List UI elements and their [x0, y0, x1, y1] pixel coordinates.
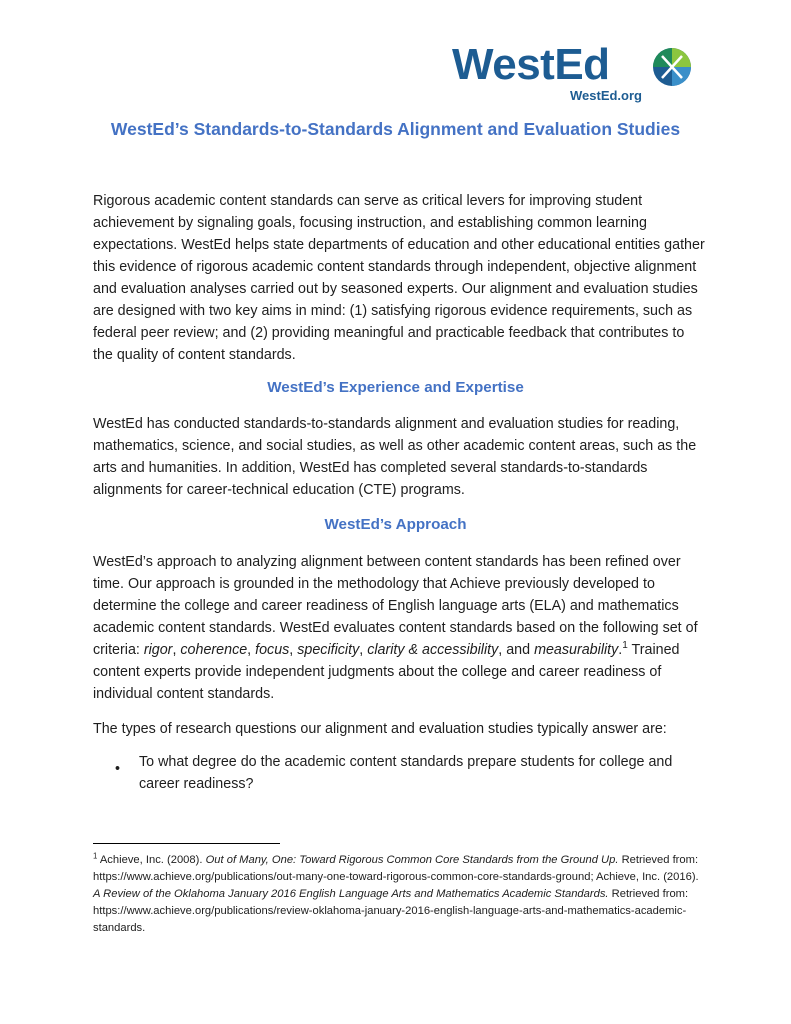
criterion-specificity: specificity	[297, 642, 360, 658]
intro-paragraph: Rigorous academic content standards can serve as critical levers for improving student achievement by signaling goals, focusing instruction, and establishing common learning expectations. WestEd helps state departments of education and other educational entities gather this evidence of rigorous academic content standards through independent, objective alignment and evaluation analyses carried out by seasoned experts. Our alignment and evaluation studies are designed with two key aims in mind: (1) satisfying rigorous evidence requirements, such as federal peer review; and (2) providing meaningful and practicable feedback that contributes to the quality of content standards.	[93, 193, 705, 363]
experience-heading: WestEd’s Experience and Expertise	[267, 379, 524, 396]
criterion-rigor: rigor	[143, 642, 173, 658]
experience-paragraph: WestEd has conducted standards-to-standards alignment and evaluation studies for reading, mathematics, science, and social studies, as well as other academic content areas, such as the arts and humanities. In addition, WestEd has completed several standards-to-standards alignments for career-technical education (CTE) programs.	[93, 416, 697, 498]
bullet-item: To what degree do the academic content standards prepare students for college and career readiness?	[139, 754, 673, 792]
footnote-ref: 1	[622, 640, 628, 652]
criterion-focus: focus	[255, 642, 290, 658]
approach-paragraph: WestEd’s approach to analyzing alignment between content standards has been refined over time. Our approach is grounded in the methodology that Achieve previously developed to determine the college and career readiness of English language arts (ELA) and mathematics academic content standards. WestEd evaluates content standards based on the following set of criteria: rigor, coherence, focus, specificity, clarity & accessibility, and measurability.$^1$ Trained content experts provide independent judgments about the college and career readiness of individual content standards.	[93, 554, 698, 702]
logo-url: WestEd.org	[570, 88, 642, 103]
criterion-measurability: measurability	[534, 642, 619, 658]
footnote-divider	[93, 843, 280, 844]
footnote-title-1: Out of Many, One: Toward Rigorous Common Core Standards from the Ground Up.	[205, 854, 619, 866]
approach-heading: WestEd’s Approach	[324, 516, 467, 533]
criterion-clarity: clarity & accessibility	[367, 642, 499, 658]
globe-logo-icon	[650, 46, 694, 88]
criterion-coherence: coherence	[180, 642, 248, 658]
footnote-number: 1	[93, 851, 98, 861]
approach-text-before: WestEd’s approach to analyzing alignment between content standards has been refined over time. Our approach is grounded in the methodology that Achieve previously developed to determine the college and career readiness of English language arts (ELA) and mathematics academic content standards. WestEd evaluates content standards based on the following set of criteria:	[93, 554, 698, 658]
document-title: WestEd’s Standards-to-Standards Alignment and Evaluation Studies	[110, 119, 681, 139]
footnote-title-2: A Review of the Oklahoma January 2016 English Language Arts and Mathematics Academic Standards.	[93, 888, 609, 900]
questions-intro: The types of research questions our alignment and evaluation studies typically answer are:	[93, 721, 667, 737]
logo-wordmark: WestEd	[452, 40, 610, 89]
footnote: $^1$ Achieve, Inc. (2008). Out of Many, One: Toward Rigorous Common Core Standards from the Ground Up. Retrieved from: https://www.achieve.org/publications/out-many-one-toward-rigorous-common-core-standards-ground; Achieve, Inc. (2016). A Review of the Oklahoma January 2016 English Language Arts and Mathematics Academic Standards. Retrieved from: https://www.achieve.org/publications/review-oklahoma-january-2016-english-language-arts-and-mathematics-academic-standards.	[93, 851, 699, 934]
wested-logo	[452, 42, 702, 104]
approach-text-after: Trained content experts provide independent judgments about the college and career readiness of individual content standards.	[93, 642, 680, 702]
bullet-dot: •	[115, 761, 121, 777]
